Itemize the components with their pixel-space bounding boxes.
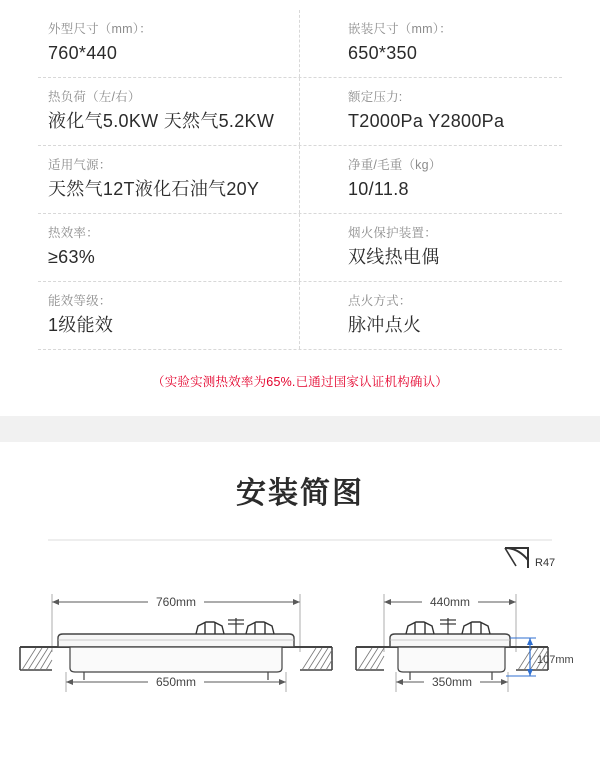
row-divider [38, 349, 562, 350]
spec-value: 液化气5.0KW 天然气5.2KW [48, 111, 275, 131]
spec-label: 能效等级： [48, 294, 112, 308]
install-diagram-section [0, 442, 600, 780]
spec-cell-outer-size [0, 10, 300, 77]
spec-value: 双线热电偶 [348, 247, 440, 267]
install-diagram [0, 530, 600, 780]
spec-value: T2000Pa Y2800Pa [348, 111, 505, 131]
side-inner-dim-label: 350mm [431, 675, 473, 689]
spec-label: 嵌装尺寸（mm）： [348, 22, 452, 36]
spec-value: 天然气12T液化石油气20Y [48, 179, 260, 199]
corner-radius-symbol [505, 548, 528, 568]
spec-value: 650*350 [348, 43, 418, 63]
spec-label: 外型尺寸（mm）： [48, 22, 152, 36]
side-height-dim-label: 107mm [537, 654, 574, 666]
spec-label: 热效率： [48, 226, 99, 240]
spec-grid [0, 10, 600, 350]
spec-cell-ignition [300, 282, 600, 349]
spec-cell-weight [300, 146, 600, 213]
side-view [356, 592, 574, 692]
spec-value: 760*440 [48, 43, 118, 63]
spec-value: 脉冲点火 [348, 315, 422, 335]
section-separator-band [0, 416, 600, 442]
corner-radius-label: R47 [535, 557, 556, 569]
front-view [20, 592, 332, 692]
spec-footnote: （实验实测热效率为65%.已通过国家认证机构确认） [152, 375, 448, 389]
burner-left [406, 622, 434, 634]
spec-label: 额定压力: [348, 90, 403, 104]
spec-cell-embed-size [300, 10, 600, 77]
burner-left [196, 622, 224, 634]
burner-right [462, 622, 490, 634]
spec-cell-rated-pressure [300, 78, 600, 145]
spec-cell-thermal-efficiency [0, 214, 300, 281]
spec-label: 适用气源： [48, 158, 112, 172]
side-outer-dim-label: 440mm [429, 595, 471, 609]
spec-value: 10/11.8 [348, 179, 409, 199]
burner-right [246, 622, 274, 634]
spec-label: 热负荷（左/右） [48, 90, 141, 104]
spec-label: 净重/毛重（kg） [348, 158, 442, 172]
spec-cell-flame-protection [300, 214, 600, 281]
center-grate [228, 618, 244, 634]
spec-cell-gas-type [0, 146, 300, 213]
spec-value: ≥63% [48, 247, 96, 267]
install-title: 安装简图 [236, 477, 364, 510]
spec-cell-energy-grade [0, 282, 300, 349]
spec-cell-heat-load [0, 78, 300, 145]
spec-value: 1级能效 [48, 315, 114, 335]
center-grate [440, 618, 456, 634]
spec-label: 点火方式： [348, 294, 412, 308]
front-outer-dim-label: 760mm [155, 595, 197, 609]
spec-label: 烟火保护装置： [348, 226, 437, 240]
front-inner-dim-label: 650mm [155, 675, 197, 689]
